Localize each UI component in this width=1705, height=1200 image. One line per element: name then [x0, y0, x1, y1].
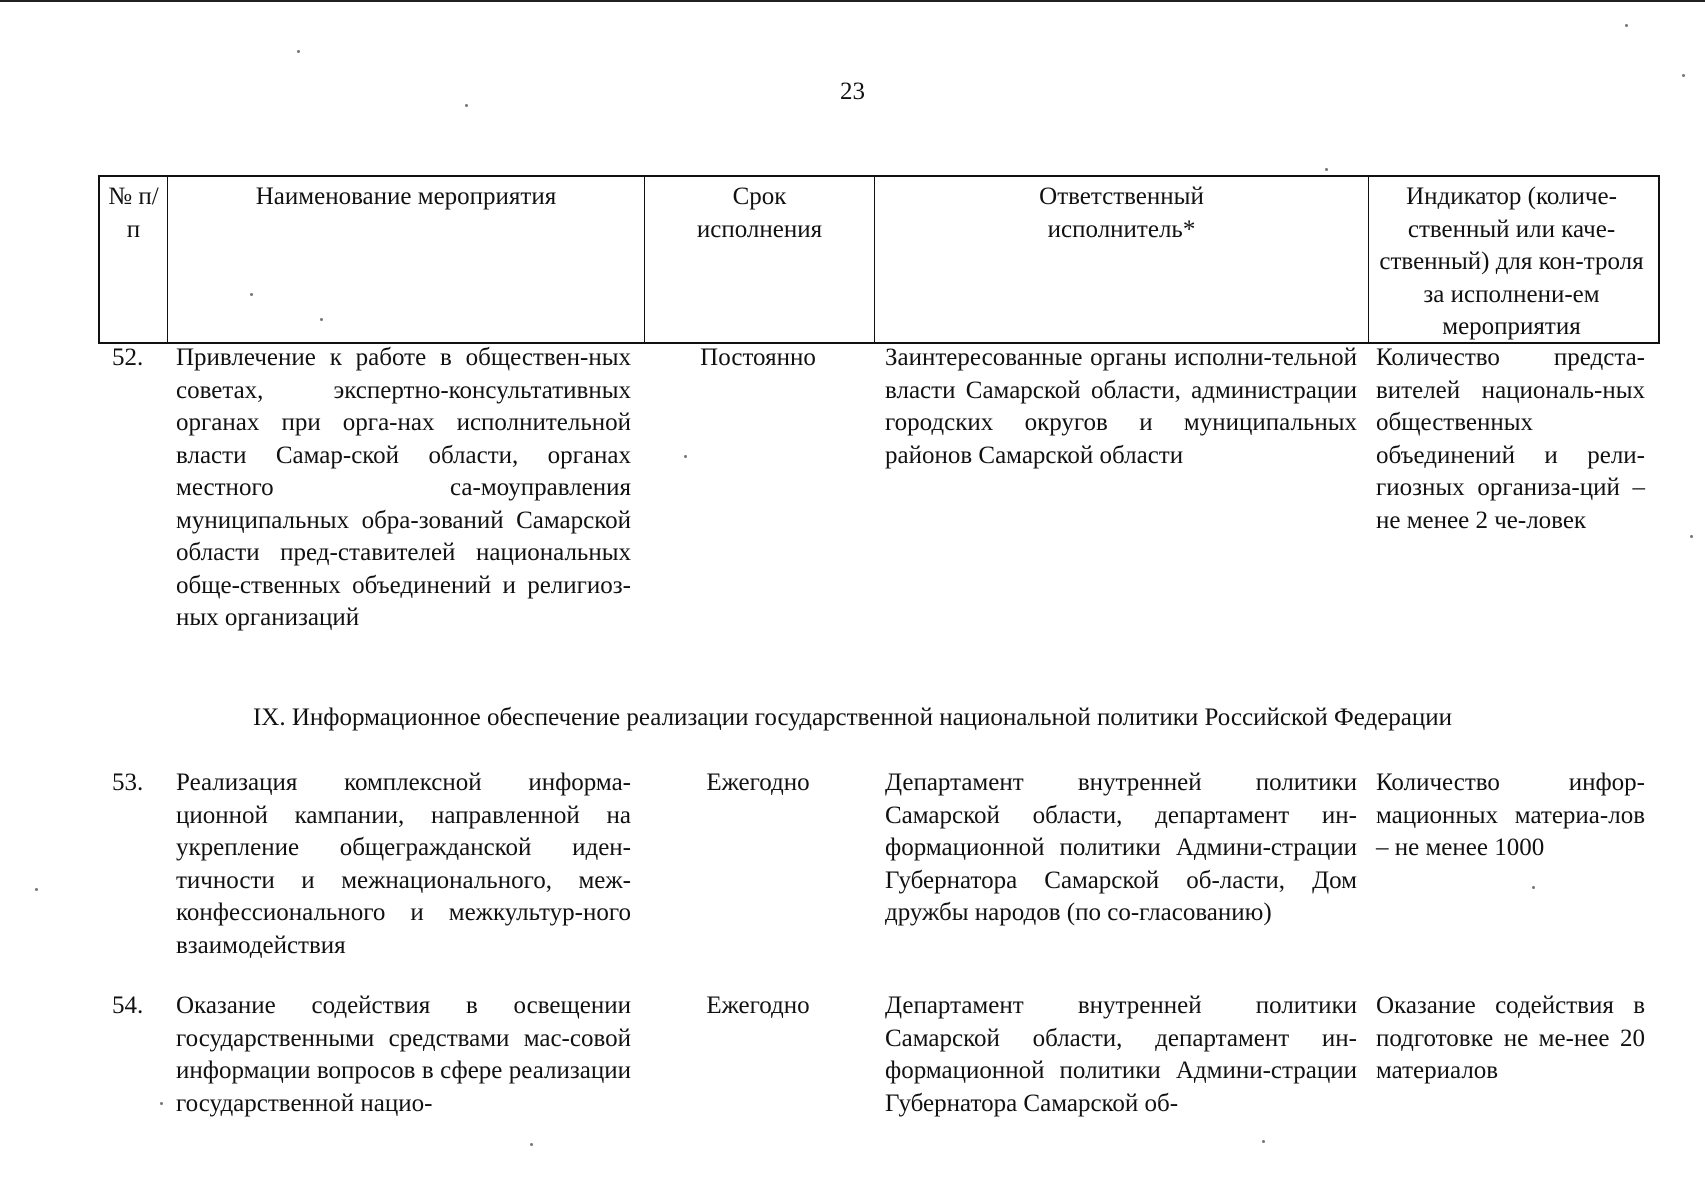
- row-executor: Департамент внутренней политики Самарской области, департамент ин-формационной политики Админи-страции Губернатора Самарской об-: [885, 992, 1357, 1117]
- scan-speck: [1262, 1140, 1265, 1143]
- row-53: [0, 767, 1705, 967]
- scan-speck: [530, 1143, 533, 1146]
- scan-speck: [35, 888, 38, 891]
- scan-speck: [1532, 886, 1535, 889]
- row-term: Постоянно: [700, 344, 816, 371]
- row-term: Ежегодно: [706, 769, 810, 796]
- scan-speck: [1682, 74, 1685, 77]
- row-num: 54.: [112, 992, 144, 1019]
- row-52: [0, 342, 1705, 672]
- header-term: [645, 177, 875, 342]
- row-name: Оказание содействия в освещении государственными средствами мас-совой информации вопросов в сфере реализации государственной нацио-: [176, 992, 631, 1117]
- row-indicator: Количество инфор-мационных материа-лов – не менее 1000: [1376, 769, 1645, 861]
- header-num-label: № п/п: [108, 183, 159, 243]
- row-name: Реализация комплексной информа-ционной кампании, направленной на укрепление общегражданской иден-тичности и межнационального, меж-конфессионального и межкультур-ного взаимодействия: [176, 769, 631, 959]
- row-indicator: Оказание содействия в подготовке не ме-нее 20 материалов: [1376, 992, 1645, 1084]
- scan-speck: [684, 455, 687, 458]
- scan-speck: [320, 318, 323, 321]
- header-num: [100, 177, 168, 342]
- table-header: [98, 175, 1660, 344]
- page-number: 23: [840, 78, 865, 105]
- scan-speck: [160, 1102, 163, 1105]
- scan-speck: [1625, 24, 1628, 27]
- header-executor-label: Ответственный исполнитель*: [1039, 183, 1204, 243]
- row-num: 52.: [112, 344, 144, 371]
- row-num: 53.: [112, 769, 144, 796]
- row-executor: Заинтересованные органы исполни-тельной власти Самарской области, администрации городских округов и муниципальных районов Самарской области: [885, 344, 1357, 469]
- row-indicator: Количество предста-вителей националь-ных общественных объединений и рели-гиозных организа-ций – не менее 2 че-ловек: [1376, 344, 1645, 534]
- header-executor: [875, 177, 1369, 342]
- scan-speck: [465, 104, 468, 107]
- scan-speck: [1325, 168, 1328, 171]
- row-term: Ежегодно: [706, 992, 810, 1019]
- scan-speck: [297, 50, 300, 53]
- row-name: Привлечение к работе в обществен-ных советах, экспертно-консультативных органах при орга-нах исполнительной власти Самар-ской области, органах местного са-моуправления муниципальных обра-зований Самарской области пред-ставителей национальных обще-ственных объединений и религиоз-ных организаций: [176, 344, 631, 631]
- header-name: [168, 177, 645, 342]
- header-name-label: Наименование мероприятия: [255, 183, 557, 210]
- header-term-label: Срок исполнения: [696, 183, 823, 243]
- row-executor: Департамент внутренней политики Самарской области, департамент ин-формационной политики Админи-страции Губернатора Самарской об-ласти, Дом дружбы народов (по со-гласованию): [885, 769, 1357, 926]
- header-indicator: [1369, 177, 1654, 342]
- header-indicator-label: Индикатор (количе-ственный или каче-ственный) для кон-троля за исполнени-ем мероприятия: [1379, 183, 1644, 340]
- section-title: IX. Информационное обеспечение реализации государственной национальной политики Российской Федерации: [252, 704, 1453, 731]
- row-54: [0, 990, 1705, 1130]
- scan-speck: [250, 293, 253, 296]
- scan-speck: [1690, 535, 1693, 538]
- top-border-line: [0, 0, 1705, 2]
